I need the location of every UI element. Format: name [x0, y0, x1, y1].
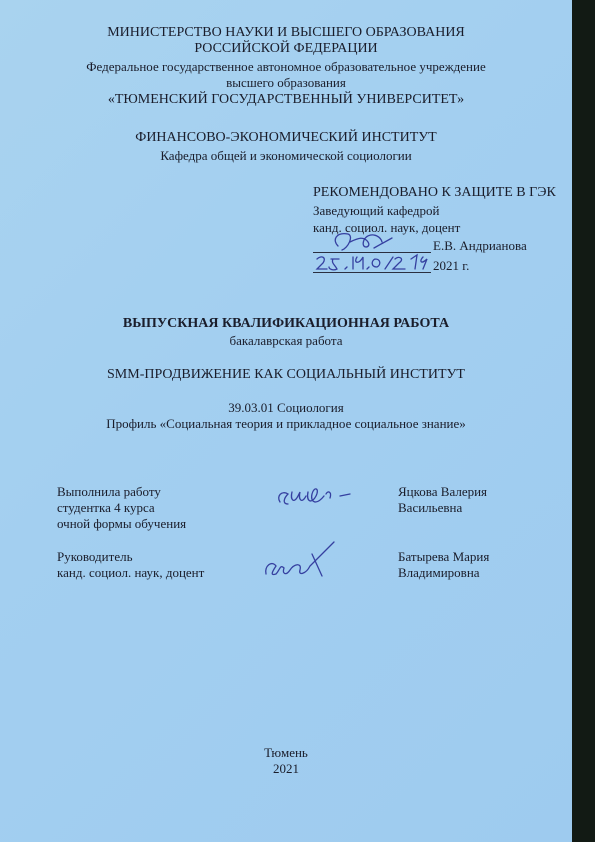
- ministry-line-1: МИНИСТЕРСТВО НАУКИ И ВЫСШЕГО ОБРАЗОВАНИЯ: [107, 25, 465, 40]
- approval-position: Заведующий кафедрой: [313, 203, 440, 218]
- supervisor-label-1: Руководитель: [57, 549, 133, 564]
- ministry-line-2: РОССИЙСКОЙ ФЕДЕРАЦИИ: [194, 41, 378, 56]
- author-name-1: Яцкова Валерия: [398, 484, 488, 499]
- supervisor-signature-image: [262, 538, 342, 580]
- work-title: SMM-ПРОДВИЖЕНИЕ КАК СОЦИАЛЬНЫЙ ИНСТИТУТ: [107, 367, 465, 382]
- supervisor-label-2: канд. социол. наук, доцент: [57, 565, 205, 580]
- author-label-3: очной формы обучения: [57, 516, 187, 531]
- university-name: «ТЮМЕНСКИЙ ГОСУДАРСТВЕННЫЙ УНИВЕРСИТЕТ»: [107, 92, 465, 107]
- dark-background-edge: [572, 0, 595, 842]
- footer-year: 2021: [273, 761, 299, 776]
- head-signature-image: [330, 228, 400, 256]
- author-name-2: Васильевна: [398, 500, 463, 515]
- profile-name: Профиль «Социальная теория и прикладное социальное знание»: [106, 416, 466, 431]
- specialty-code: 39.03.01 Социология: [228, 400, 344, 415]
- supervisor-name-2: Владимировна: [398, 565, 480, 580]
- footer-city: Тюмень: [264, 745, 308, 760]
- approval-year: 2021 г.: [433, 258, 470, 273]
- institute-name: ФИНАНСОВО-ЭКОНОМИЧЕСКИЙ ИНСТИТУТ: [135, 130, 437, 145]
- author-signature-image: [276, 482, 356, 512]
- department-name: Кафедра общей и экономической социологии: [160, 148, 412, 163]
- approval-degree: канд. социол. наук, доцент: [313, 220, 461, 235]
- supervisor-name-1: Батырева Мария: [398, 549, 490, 564]
- work-subtype: бакалаврская работа: [229, 333, 343, 348]
- approval-heading: РЕКОМЕНДОВАНО К ЗАЩИТЕ В ГЭК: [313, 185, 556, 200]
- approval-name: Е.В. Андрианова: [433, 238, 527, 253]
- institution-line-1: Федеральное государственное автономное образовательное учреждение: [86, 59, 486, 74]
- author-label-1: Выполнила работу: [57, 484, 161, 499]
- institution-line-2: высшего образования: [226, 75, 346, 90]
- author-label-2: студентка 4 курса: [57, 500, 155, 515]
- work-type: ВЫПУСКНАЯ КВАЛИФИКАЦИОННАЯ РАБОТА: [122, 316, 450, 331]
- handwritten-date: [315, 253, 430, 273]
